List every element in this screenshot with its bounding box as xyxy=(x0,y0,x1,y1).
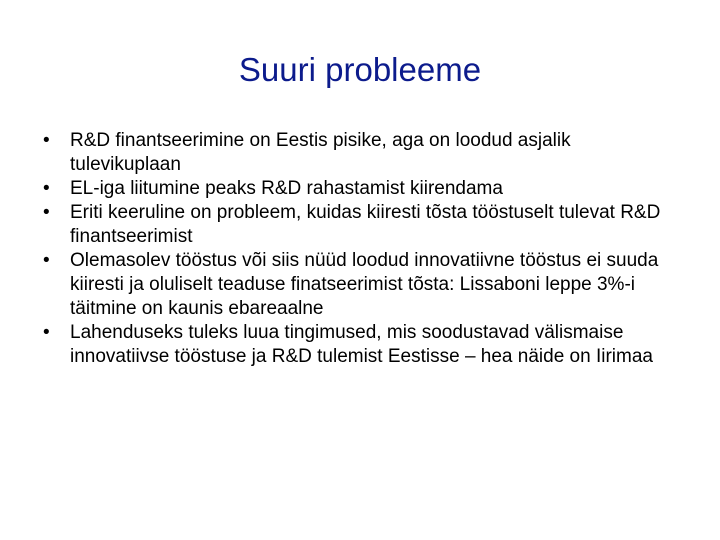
bullet-text: EL-iga liitumine peaks R&D rahastamist kiirendama xyxy=(70,178,503,199)
bullet-icon: • xyxy=(43,250,50,271)
bullet-text: R&D finantseerimine on Eestis pisike, aga on loodud asjalik tulevikuplaan xyxy=(70,130,571,175)
bullet-text: Lahenduseks tuleks luua tingimused, mis soodustavad välismaise innovatiivse tööstuse ja R&D tulemist Eestisse – hea näide on Iirimaa xyxy=(70,322,653,367)
bullet-item xyxy=(38,249,678,321)
bullet-icon: • xyxy=(43,202,50,223)
slide-title: Suuri probleeme xyxy=(238,51,482,88)
bullet-item xyxy=(38,201,678,249)
bullet-icon: • xyxy=(43,178,50,199)
bullet-icon: • xyxy=(43,130,50,151)
bullet-item xyxy=(38,177,678,201)
bullet-list xyxy=(38,129,678,369)
bullet-item xyxy=(38,321,678,369)
bullet-item xyxy=(38,129,678,177)
bullet-text: Olemasolev tööstus või siis nüüd loodud innovatiivne tööstus ei suuda kiiresti ja oluliselt teaduse finatseerimist tõsta: Lissaboni leppe 3%-i täitmine on kaunis ebareaalne xyxy=(70,250,659,319)
bullet-text: Eriti keeruline on probleem, kuidas kiiresti tõsta tööstuselt tulevat R&D finantseerimist xyxy=(70,202,661,247)
bullet-icon: • xyxy=(43,322,50,343)
